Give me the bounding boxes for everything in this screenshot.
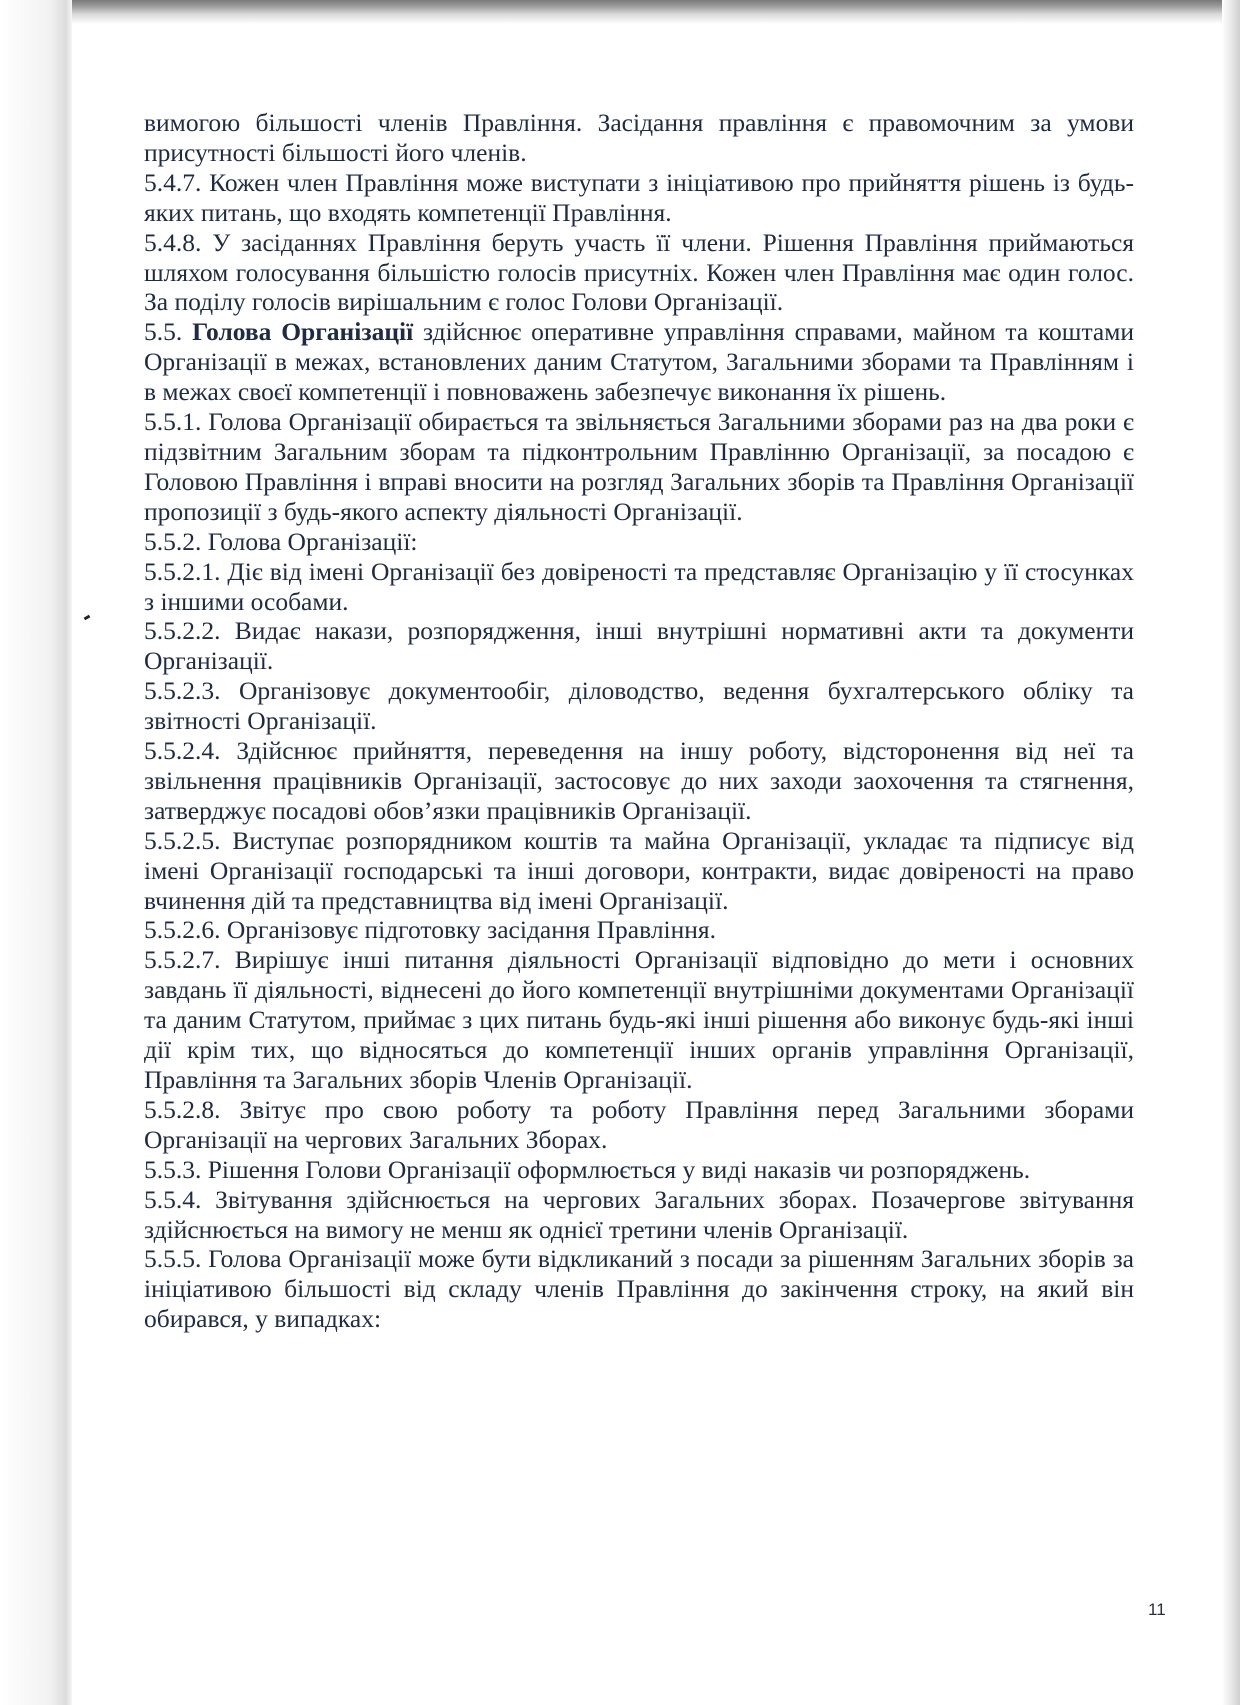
paragraph-5-5-1: 5.5.1. Голова Організації обирається та звільняється Загальними зборами раз на два роки є підзвітним Загальним зборам та підконтрольним Правлінню Організації, за посадою є Головою Правління і вправі вносити на розгляд Загальних зборів та Правління Організації пропозиції з будь-якого аспекту діяльності Організації. [144, 407, 1134, 526]
paragraph-5-5-5: 5.5.5. Голова Організації може бути відкликаний з посади за рішенням Загальних зборів за ініціативою більшості від складу членів Правління до закінчення строку, на який він обирався, у випадках: [144, 1244, 1134, 1334]
paragraph-5-4-7: 5.4.7. Кожен член Правління може виступати з ініціативою про прийняття рішень із будь-яких питань, що входять компетенції Правління. [144, 167, 1134, 227]
page-number: 11 [1148, 1600, 1166, 1619]
paragraph-5-5-text: здійснює оперативне управління справами, майном та коштами Організації в межах, встановлених даним Статутом, Загальними зборами та Правлінням і в межах своєї компетенції і повноважень забезпечує виконання їх рішень. [144, 317, 1134, 407]
paragraph-5-5-2-8: 5.5.2.8. Звітує про свою роботу та роботу Правління перед Загальними зборами Організації на чергових Загальних Зборах. [144, 1094, 1134, 1154]
scan-top-edge [0, 0, 1240, 24]
scan-right-edge [1222, 0, 1240, 1705]
paragraph-continuation: вимогою більшості членів Правління. Засідання правління є правомочним за умови присутності більшості його членів. [144, 108, 1134, 167]
paragraph-5-5-2-7: 5.5.2.7. Вирішує інші питання діяльності Організації відповідно до мети і основних завдань її діяльності, віднесені до його компетенції внутрішніми документами Організації та даним Статутом, приймає з цих питань будь-які інші рішення або виконує будь-які інші дії крім тих, що відносяться до компетенції інших органів управління Організації, Правління та Загальних зборів Членів Організації. [144, 945, 1134, 1094]
scan-left-edge [0, 0, 72, 1705]
paragraph-5-5-2-5: 5.5.2.5. Виступає розпорядником коштів та майна Організації, укладає та підписує від імені Організації господарські та інші договори, контракти, видає довіреності на право вчинення дій та представництва від імені Організації. [144, 825, 1134, 915]
paragraph-5-5-2: 5.5.2. Голова Організації: [144, 526, 418, 556]
paragraph-5-4-8: 5.4.8. У засіданнях Правління беруть участь її члени. Рішення Правління приймаються шляхом голосування більшістю голосів присутніх. Кожен член Правління має один голос. За поділу голосів вирішальним є голос Голови Організації. [144, 227, 1134, 317]
paragraph-5-5-2-2: 5.5.2.2. Видає накази, розпорядження, інші внутрішні нормативні акти та документи Організації. [144, 616, 1134, 676]
paragraph-5-5 [144, 317, 1134, 407]
paragraph-5-5-2-3: 5.5.2.3. Організовує документообіг, діловодство, ведення бухгалтерського обліку та звітності Організації. [144, 676, 1134, 736]
paragraph-5-5-number: 5.5. [144, 317, 193, 347]
paragraph-5-5-3: 5.5.3. Рішення Голови Організації оформлюється у виді наказів чи розпоряджень. [144, 1154, 1031, 1184]
paragraph-5-5-2-6: 5.5.2.6. Організовує підготовку засідання Правління. [144, 915, 717, 945]
paragraph-5-5-heading: Голова Організації [192, 317, 414, 347]
paragraph-5-5-2-4: 5.5.2.4. Здійснює прийняття, переведення на іншу роботу, відсторонення від неї та звільнення працівників Організації, застосовує до них заходи заохочення та стягнення, затверджує посадові обов’язки працівників Організації. [144, 736, 1134, 825]
paragraph-5-5-2-1: 5.5.2.1. Діє від імені Організації без довіреності та представляє Організацію у її стосунках з іншими особами. [144, 556, 1134, 616]
paragraph-5-5-4: 5.5.4. Звітування здійснюється на чергових Загальних зборах. Позачергове звітування здійснюється на вимогу не менш як однієї третини членів Організації. [144, 1184, 1134, 1244]
scan-speck [84, 615, 91, 621]
document-page [144, 108, 1134, 1334]
